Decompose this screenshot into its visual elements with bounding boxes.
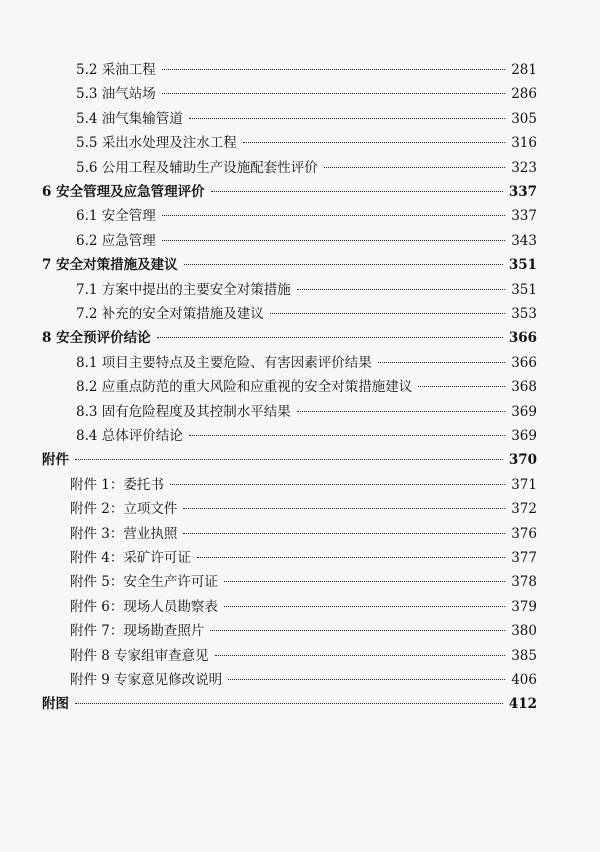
toc-chapter-page: 370 — [508, 452, 537, 469]
toc-entry-title: 5.3 油气站场 — [76, 86, 156, 103]
toc-annex-entry[interactable] — [70, 570, 537, 594]
toc-chapter-page: 412 — [508, 696, 537, 713]
toc-chapter-title: 7 安全对策措施及建议 — [42, 257, 178, 274]
toc-annex-entry[interactable] — [70, 473, 537, 497]
toc-entry-title: 5.4 油气集输管道 — [76, 110, 183, 127]
dot-leader — [162, 93, 505, 94]
toc-entry-page: 343 — [511, 232, 537, 249]
toc-entry-page: 385 — [511, 647, 537, 664]
toc-entry-page: 368 — [511, 379, 537, 396]
dot-leader — [224, 606, 505, 607]
toc-entry-title: 8.1 项目主要特点及主要危险、有害因素评价结果 — [76, 354, 372, 371]
dot-leader — [162, 69, 505, 70]
toc-entry[interactable] — [76, 424, 537, 448]
dot-leader — [418, 386, 505, 387]
dot-leader — [75, 459, 503, 460]
toc-entry[interactable] — [76, 82, 537, 106]
toc-entry-page: 323 — [511, 159, 537, 176]
toc-entry-title: 8.3 固有危险程度及其控制水平结果 — [76, 403, 291, 420]
toc-entry[interactable] — [76, 58, 537, 82]
toc-entry-title: 附件 4：采矿许可证 — [70, 550, 191, 566]
toc-annex-entry[interactable] — [70, 644, 537, 668]
toc-entry-title: 附件 6：现场人员勘察表 — [70, 598, 218, 615]
toc-chapter-title: 8 安全预评价结论 — [42, 330, 151, 347]
dot-leader — [297, 411, 505, 412]
toc-entry-title: 附件 9 专家意见修改说明 — [70, 672, 223, 688]
dot-leader — [157, 337, 503, 338]
dot-leader — [210, 630, 505, 631]
toc-entry-title: 7.2 补充的安全对策措施及建议 — [76, 306, 264, 322]
toc-entry-page: 380 — [511, 623, 537, 640]
toc-entry-title: 6.2 应急管理 — [76, 232, 156, 249]
toc-chapter[interactable] — [42, 692, 537, 716]
toc-chapter-title: 附件 — [42, 452, 69, 469]
toc-entry[interactable] — [76, 107, 537, 131]
toc-entry-title: 6.1 安全管理 — [76, 208, 156, 225]
toc-entry-page: 305 — [511, 110, 537, 127]
toc-entry-page: 406 — [511, 672, 537, 688]
toc-chapter-title: 附图 — [42, 696, 69, 713]
toc-entry-title: 附件 8 专家组审查意见 — [70, 647, 209, 664]
toc-entry[interactable] — [76, 229, 537, 253]
toc-annex-entry[interactable] — [70, 668, 537, 692]
toc-chapter-page: 351 — [508, 257, 537, 274]
toc-entry[interactable] — [76, 375, 537, 399]
toc-entry-title: 附件 7：现场勘查照片 — [70, 623, 205, 640]
dot-leader — [162, 215, 505, 216]
toc-chapter[interactable] — [42, 253, 537, 277]
toc-chapter[interactable] — [42, 180, 537, 204]
toc-entry-title: 8.2 应重点防范的重大风险和应重视的安全对策措施建议 — [76, 379, 413, 396]
dot-leader — [189, 118, 505, 119]
toc-entry-title: 附件 5：安全生产许可证 — [70, 574, 218, 591]
toc-entry[interactable] — [76, 351, 537, 375]
toc-entry-page: 366 — [511, 354, 537, 371]
toc-annex-entry[interactable] — [70, 497, 537, 521]
toc-entry-title: 5.6 公用工程及辅助生产设施配套性评价 — [76, 159, 318, 176]
dot-leader — [75, 703, 503, 704]
toc-annex-entry[interactable] — [70, 522, 537, 546]
toc-entry-page: 377 — [511, 550, 537, 566]
toc-entry[interactable] — [76, 400, 537, 424]
dot-leader — [243, 142, 505, 143]
dot-leader — [324, 167, 505, 168]
toc-entry-page: 351 — [511, 281, 537, 298]
toc-entry[interactable] — [76, 302, 537, 326]
toc-entry[interactable] — [76, 278, 537, 302]
dot-leader — [228, 679, 505, 680]
dot-leader — [183, 533, 505, 534]
dot-leader — [170, 484, 505, 485]
dot-leader — [378, 362, 505, 363]
toc-annex-entry[interactable] — [70, 619, 537, 643]
dot-leader — [215, 655, 506, 656]
toc-entry-page: 353 — [511, 306, 537, 322]
dot-leader — [297, 289, 505, 290]
toc-entry[interactable] — [76, 131, 537, 155]
toc-entry-title: 5.2 采油工程 — [76, 62, 156, 78]
toc-entry-title: 附件 2：立项文件 — [70, 501, 178, 518]
toc-entry-title: 7.1 方案中提出的主要安全对策措施 — [76, 281, 291, 298]
toc-entry-page: 379 — [511, 598, 537, 615]
toc-chapter-page: 366 — [508, 330, 537, 347]
toc-entry-page: 369 — [511, 428, 537, 444]
toc-chapter-page: 337 — [508, 184, 537, 200]
dot-leader — [189, 435, 505, 436]
toc-entry-page: 369 — [511, 403, 537, 420]
toc-entry-page: 337 — [511, 208, 537, 225]
toc-entry-title: 附件 3：营业执照 — [70, 525, 178, 542]
toc-entry-page: 286 — [511, 86, 537, 103]
dot-leader — [184, 264, 503, 265]
toc-chapter[interactable] — [42, 448, 537, 472]
dot-leader — [197, 557, 505, 558]
toc-entry-page: 281 — [511, 62, 537, 78]
toc-entry-page: 371 — [511, 476, 537, 493]
toc-entry-title: 附件 1：委托书 — [70, 476, 164, 493]
toc-entry-title: 5.5 采出水处理及注水工程 — [76, 135, 237, 152]
toc-entry-page: 376 — [511, 525, 537, 542]
toc-chapter[interactable] — [42, 326, 537, 350]
toc-annex-entry[interactable] — [70, 546, 537, 570]
toc-entry[interactable] — [76, 204, 537, 228]
toc-chapter-title: 6 安全管理及应急管理评价 — [42, 184, 205, 200]
dot-leader — [183, 508, 505, 509]
toc-entry-page: 372 — [511, 501, 537, 518]
dot-leader — [224, 581, 505, 582]
dot-leader — [211, 191, 503, 192]
toc-entry-page: 316 — [511, 135, 537, 152]
dot-leader — [162, 240, 505, 241]
dot-leader — [270, 313, 505, 314]
toc-annex-entry[interactable] — [70, 595, 537, 619]
toc-entry-page: 378 — [511, 574, 537, 591]
toc-entry-title: 8.4 总体评价结论 — [76, 428, 183, 444]
toc-entry[interactable] — [76, 156, 537, 180]
